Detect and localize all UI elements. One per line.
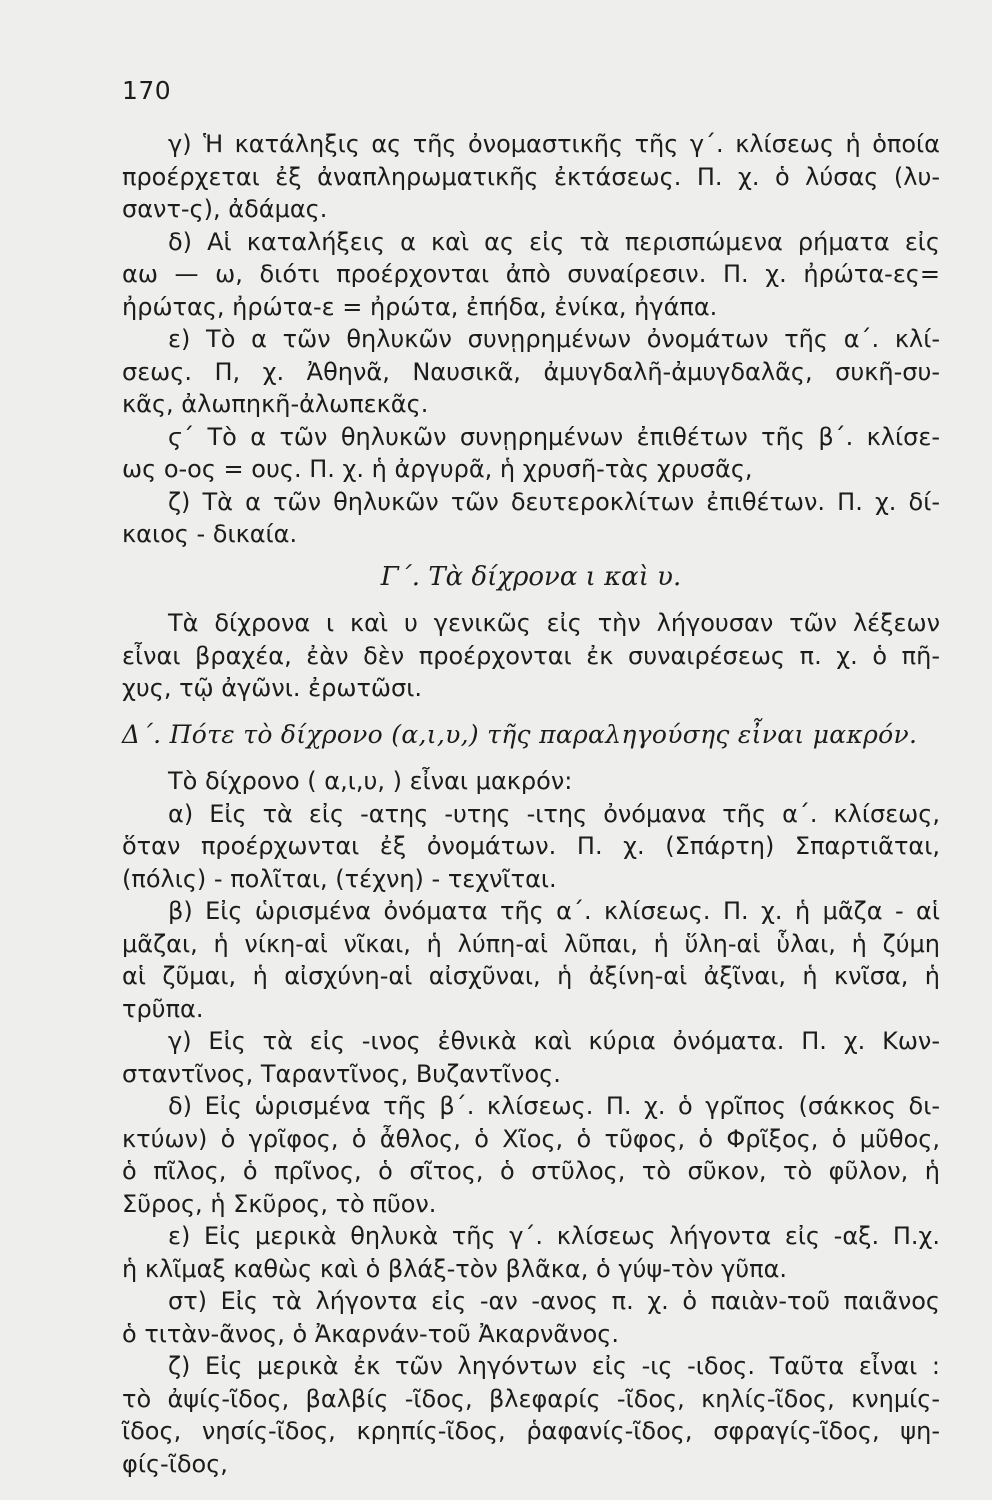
text-line: δ) Εἰς ὡρισμένα τῆς β΄. κλίσεως. Π. χ. ὁ γρῖπος (σάκκος δι-: [168, 1092, 940, 1120]
text-line: κᾶς, ἀλωπηκῆ-ἀλωπεκᾶς.: [122, 390, 429, 418]
section-heading-long-dichrono: Δ΄. Πότε τὸ δίχρονο (α,ι,υ,) τῆς παραληγούσης εἶναι μακρόν.: [122, 719, 918, 749]
text-line: ὁ τιτὰν-ᾶνος, ὁ Ἀκαρνάν-τοῦ Ἀκαρνᾶνος.: [122, 1319, 619, 1348]
text-line: προέρχεται ἐξ ἀναπληρωματικῆς ἐκτάσεως. Π. χ. ὁ λύσας (λυ-: [122, 162, 940, 191]
text-line: ὅταν προέρχωνται ἐξ ὀνομάτων. Π. χ. (Σπάρτη) Σπαρτιᾶται,: [122, 832, 940, 860]
text-line: τρῦπα.: [122, 994, 204, 1023]
section-endings-as: [122, 128, 940, 551]
text-line: χυς, τῷ ἀγῶνι. ἐρωτῶσι.: [122, 674, 422, 702]
page-text: [122, 128, 940, 1480]
section-dichrona-short: [122, 607, 940, 705]
text-line: ζ) Εἰς μερικὰ ἐκ τῶν ληγόντων εἰς -ις -ιδος. Ταῦτα εἶναι :: [168, 1352, 940, 1380]
text-line: Σῦρος, ἡ Σκῦρος, τὸ πῦον.: [122, 1189, 437, 1218]
text-line: φίς-ῖδος,: [122, 1449, 228, 1478]
text-line: ῖδος, νησίς-ῖδος, κρηπίς-ῖδος, ῥαφανίς-ῖδος, σφραγίς-ῖδος, ψη-: [122, 1417, 940, 1445]
text-line: ὁ πῖλος, ὁ πρῖνος, ὁ σῖτος, ὁ στῦλος, τὸ σῦκον, τὸ φῦλον, ἡ: [122, 1157, 940, 1185]
section-dichrono-long: [122, 765, 940, 1480]
text-line: αἱ ζῦμαι, ἡ αἰσχύνη-αἱ αἰσχῦναι, ἡ ἀξίνη-αἱ ἀξῖναι, ἡ κνῖσα, ἡ: [122, 962, 940, 990]
text-line: ἠρώτας, ἠρώτα-ε = ἠρώτα, ἐπήδα, ἐνίκα, ἠγάπα.: [122, 292, 718, 321]
text-line: β) Εἰς ὡρισμένα ὀνόματα τῆς α΄. κλίσεως. Π. χ. ἡ μᾶζα - αἱ: [168, 897, 940, 925]
text-line: μᾶζαι, ἡ νίκη-αἱ νῖκαι, ἡ λύπη-αἱ λῦπαι, ἡ ὕλη-αἱ ὗλαι, ἡ ζύμη: [122, 929, 940, 958]
text-line: ἡ κλῖμαξ καθὼς καὶ ὁ βλάξ-τὸν βλᾶκα, ὁ γύψ-τὸν γῦπα.: [122, 1254, 788, 1283]
text-line: ως ο-ος = ους. Π. χ. ἡ ἀργυρᾶ, ἡ χρυσῆ-τὰς χρυσᾶς,: [122, 455, 753, 483]
text-line: τὸ ἀψίς-ῖδος, βαλβίς -ῖδος, βλεφαρίς -ῖδος, κηλίς-ῖδος, κνημίς-: [122, 1384, 940, 1413]
text-line: ε) Τὸ α τῶν θηλυκῶν συνῃρημένων ὀνομάτων τῆς α΄. κλί-: [168, 325, 940, 353]
text-line: Τὰ δίχρονα ι καὶ υ γενικῶς εἰς τὴν λήγουσαν τῶν λέξεων: [168, 609, 940, 637]
text-line: στ) Εἰς τὰ λήγοντα εἰς -αν -ανος π. χ. ὁ παιὰν-τοῦ παιᾶνος: [168, 1287, 940, 1315]
text-line: κτύων) ὁ γρῖφος, ὁ ἆθλος, ὁ Χῖος, ὁ τῦφος, ὁ Φρῖξος, ὁ μῦθος,: [122, 1124, 940, 1153]
text-line: δ) Αἱ καταλήξεις α καὶ ας εἰς τὰ περισπώμενα ρήματα εἰς: [168, 227, 940, 256]
text-line: καιος - δικαία.: [122, 520, 298, 548]
text-line: (πόλις) - πολῖται, (τέχνη) - τεχνῖται.: [122, 864, 557, 893]
section-heading-dichrona: Γ΄. Τὰ δίχρονα ι καὶ υ.: [380, 561, 682, 592]
text-line: γ) Ἡ κατάληξις ας τῆς ὀνομαστικῆς τῆς γ΄. κλίσεως ἡ ὁποία: [168, 130, 940, 158]
text-line: σαντ-ς), ἀδάμας.: [122, 195, 328, 223]
text-line: αω — ω, διότι προέρχονται ἀπὸ συναίρεσιν. Π. χ. ἠρώτα-ες=: [122, 260, 940, 288]
text-line: σεως. Π, χ. Ἀθηνᾶ, Ναυσικᾶ, ἀμυγδαλῆ-ἀμυγδαλᾶς, συκῆ-συ-: [122, 357, 940, 386]
text-line: α) Εἰς τὰ εἰς -ατης -υτης -ιτης ὀνόμανα τῆς α΄. κλίσεως,: [168, 799, 940, 828]
page-number: 170: [122, 76, 172, 105]
text-line: εἶναι βραχέα, ἐὰν δὲν προέρχονται ἐκ συναιρέσεως π. χ. ὁ πῆ-: [122, 641, 940, 670]
text-line: ε) Εἰς μερικὰ θηλυκὰ τῆς γ΄. κλίσεως λήγοντα εἰς -αξ. Π.χ.: [168, 1222, 940, 1250]
text-line: σταντῖνος, Ταραντῖνος, Βυζαντῖνος.: [122, 1059, 561, 1088]
text-line: Τὸ δίχρονο ( α,ι,υ, ) εἶναι μακρόν:: [168, 767, 573, 795]
text-line: γ) Εἰς τὰ εἰς -ινος ἐθνικὰ καὶ κύρια ὀνόματα. Π. χ. Κων-: [168, 1027, 940, 1055]
text-line: ζ) Τὰ α τῶν θηλυκῶν τῶν δευτεροκλίτων ἐπιθέτων. Π. χ. δί-: [168, 487, 940, 516]
text-line: ϛ΄ Τὸ α τῶν θηλυκῶν συνῃρημένων ἐπιθέτων τῆς β΄. κλίσε-: [168, 422, 940, 451]
